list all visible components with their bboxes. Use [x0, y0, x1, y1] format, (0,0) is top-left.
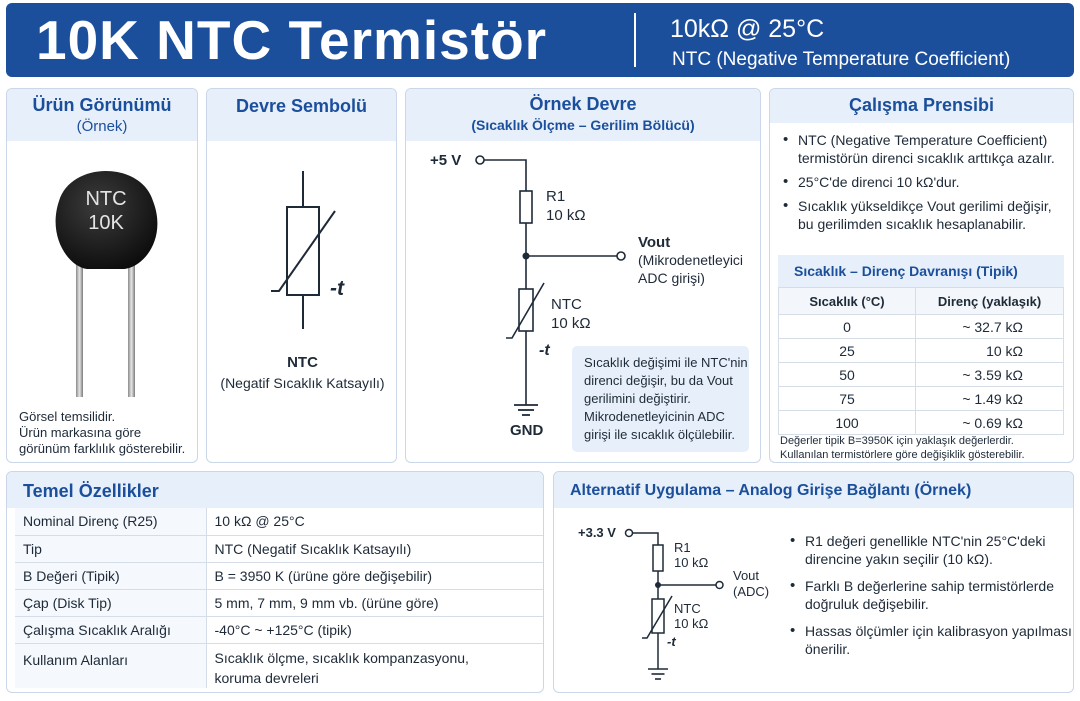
- alt-ntc-t-label: -t: [667, 634, 676, 649]
- vout-terminal: [617, 252, 625, 260]
- vout-label: Vout: [638, 234, 671, 251]
- header-divider: [634, 13, 636, 67]
- product-subtitle: (Örnek): [76, 118, 128, 135]
- col-temperature: Sıcaklık (°C): [779, 288, 916, 315]
- symbol-caption: NTC: [287, 354, 318, 371]
- product-note-line: görünüm farklılık gösterebilir.: [19, 441, 186, 456]
- alt-wire-vin: [633, 533, 659, 545]
- vout-desc-line1: (Mikrodenetleyici: [638, 252, 744, 268]
- circuit-title: Örnek Devre: [529, 94, 637, 114]
- specs-card: [6, 471, 544, 693]
- circuit-note-line: Mikrodenetleyicinin ADC: [584, 409, 725, 424]
- thermistor-photo: [7, 149, 198, 399]
- table-row: 0 ~ 32.7 kΩ: [779, 315, 1064, 339]
- alt-vin-terminal: [626, 530, 633, 537]
- alt-r1-resistor: [653, 545, 663, 571]
- vin-terminal: [476, 156, 484, 164]
- table-row: Çalışma Sıcaklık Aralığı -40°C ~ +125°C (tipik): [15, 616, 544, 643]
- ntc-symbol-diagram: [207, 149, 397, 349]
- alt-r1-name: R1: [674, 540, 691, 555]
- table-note: [780, 434, 1025, 462]
- alt-bullet: • R1 değeri genellikle NTC'nin 25°C'deki direncine yakın seçilir (10 kΩ).: [787, 532, 1072, 568]
- resistance-table-head-row: [779, 288, 1064, 315]
- r1-value: 10 kΩ: [546, 207, 586, 224]
- product-note: [19, 409, 185, 457]
- ntc-resistor: [519, 289, 533, 331]
- vin-label: +5 V: [430, 152, 462, 169]
- table-row: 100 ~ 0.69 kΩ: [779, 411, 1064, 435]
- header-description: NTC (Negative Temperature Coefficient): [672, 49, 1011, 70]
- table-row: Kullanım Alanları Sıcaklık ölçme, sıcaklık kompanzasyonu, koruma devreleri: [15, 643, 544, 688]
- symbol-caption-sub: (Negatif Sıcaklık Katsayılı): [220, 375, 385, 391]
- resistance-table-header: [778, 255, 1064, 287]
- header-banner: [6, 3, 1074, 77]
- circuit-note-box: [572, 346, 749, 452]
- specs-table: [15, 508, 544, 688]
- symbol-t-label: -t: [330, 277, 344, 300]
- circuit-note-line: gerilimini değiştirir.: [584, 391, 691, 406]
- principle-title: Çalışma Prensibi: [848, 95, 995, 115]
- table-row: 25 10 kΩ: [779, 339, 1064, 363]
- principle-bullets: [780, 131, 1072, 233]
- alt-r1-value: 10 kΩ: [674, 555, 709, 570]
- product-card: [6, 88, 198, 463]
- ntc-name: NTC: [551, 296, 582, 313]
- circuit-note-line: Sıcaklık değişimi ile NTC'nin: [584, 355, 748, 370]
- specs-title: Temel Özellikler: [23, 481, 159, 501]
- alt-bullet: • Farklı B değerlerine sahip termistörlerde doğruluk değişebilir.: [787, 577, 1072, 613]
- wire-vin: [484, 160, 526, 191]
- resistance-table: [778, 287, 1064, 435]
- table-row: 75 ~ 1.49 kΩ: [779, 387, 1064, 411]
- principle-card-header: [770, 89, 1073, 123]
- table-row: B Değeri (Tipik) B = 3950 K (ürüne göre değişebilir): [15, 562, 544, 589]
- ntc-value: 10 kΩ: [551, 315, 591, 332]
- specs-card-header: [7, 472, 543, 508]
- principle-card: [769, 88, 1074, 463]
- alt-vout-desc: (ADC): [733, 584, 770, 599]
- circuit-note-line: direnci değişir, bu da Vout: [584, 373, 733, 388]
- table-note-line: Değerler tipik B=3950K için yaklaşık değerlerdir.: [780, 435, 1014, 447]
- gnd-label: GND: [510, 422, 544, 439]
- table-row: Nominal Direnç (R25) 10 kΩ @ 25°C: [15, 508, 544, 535]
- ntc-t-label: -t: [539, 342, 550, 359]
- alt-vout-label: Vout: [733, 568, 760, 583]
- circuit-note-line: girişi ile sıcaklık ölçülebilir.: [584, 427, 735, 442]
- table-row: Çap (Disk Tip) 5 mm, 7 mm, 9 mm vb. (ürüne göre): [15, 589, 544, 616]
- symbol-card: [206, 88, 397, 463]
- table-row: 50 ~ 3.59 kΩ: [779, 363, 1064, 387]
- resistance-table-title: Sıcaklık – Direnç Davranışı (Tipik): [794, 263, 1018, 279]
- alt-card: [553, 471, 1074, 693]
- header-spec: 10kΩ @ 25°C: [670, 15, 825, 43]
- product-card-header: [7, 89, 197, 141]
- principle-bullet: • NTC (Negative Temperature Coefficient) termistörün direnci sıcaklık arttıkça azalır.: [780, 131, 1072, 167]
- circuit-subtitle: (Sıcaklık Ölçme – Gerilim Bölücü): [471, 117, 695, 133]
- symbol-card-header: [207, 89, 396, 141]
- table-note-line: Kullanılan termistörlere göre değişiklik gösterebilir.: [780, 449, 1025, 461]
- product-title: Ürün Görünümü: [32, 95, 172, 115]
- principle-bullet: • 25°C'de direnci 10 kΩ'dur.: [780, 173, 1072, 191]
- thermistor-lead-left: [76, 249, 83, 397]
- alt-title: Alternatif Uygulama – Analog Girişe Bağlantı (Örnek): [570, 482, 972, 499]
- vout-desc-line2: ADC girişi): [638, 270, 705, 286]
- symbol-title: Devre Sembolü: [235, 96, 368, 116]
- symbol-resistor-body: [287, 207, 319, 295]
- circuit-card: [405, 88, 761, 463]
- alt-ntc-name: NTC: [674, 601, 701, 616]
- circuit-card-header: [406, 89, 760, 141]
- r1-resistor: [520, 191, 532, 223]
- thermistor-marking-line2: 10K: [88, 212, 124, 234]
- principle-bullet: • Sıcaklık yükseldikçe Vout gerilimi değişir, bu gerilimden sıcaklık hesaplanabilir.: [780, 197, 1072, 233]
- product-note-line: Ürün markasına göre: [19, 425, 142, 440]
- alt-ntc-value: 10 kΩ: [674, 616, 709, 631]
- alt-bullets: [787, 532, 1072, 658]
- alt-card-header: [554, 472, 1073, 508]
- r1-name: R1: [546, 188, 566, 205]
- table-row: Tip NTC (Negatif Sıcaklık Katsayılı): [15, 535, 544, 562]
- alt-bullet: • Hassas ölçümler için kalibrasyon yapılması önerilir.: [787, 622, 1072, 658]
- alt-vin-label: +3.3 V: [578, 525, 616, 540]
- thermistor-marking-line1: NTC: [85, 188, 127, 210]
- alt-vout-terminal: [716, 582, 723, 589]
- product-note-line: Görsel temsilidir.: [19, 409, 116, 424]
- thermistor-lead-right: [128, 249, 135, 397]
- col-resistance: Direnç (yaklaşık): [916, 288, 1064, 315]
- analog-input-diagram: [554, 512, 784, 692]
- page-title: 10K NTC Termistör: [36, 9, 548, 71]
